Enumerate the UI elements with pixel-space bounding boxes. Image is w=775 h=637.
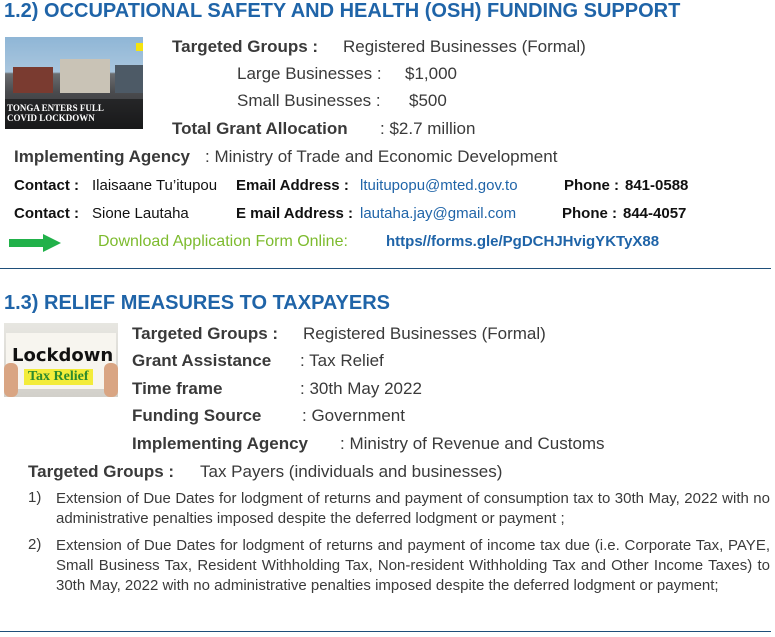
right-arrow-icon (9, 234, 61, 257)
small-businesses-value: $500 (409, 91, 447, 110)
list-item-number: 1) (28, 489, 42, 506)
implementing-agency-label: Implementing Agency (14, 147, 191, 166)
download-form-link[interactable]: https//forms.gle/PgDCHJHvigYKTyX88 (386, 233, 660, 250)
time-frame-value: : 30th May 2022 (300, 379, 422, 398)
contact-label: Contact : (14, 177, 79, 194)
total-grant-value: : $2.7 million (380, 119, 476, 138)
phone-number: 841-0588 (625, 177, 689, 194)
phone-label: Phone : (562, 205, 617, 222)
section-heading-tax-relief: 1.3) RELIEF MEASURES TO TAXPAYERS (4, 292, 391, 314)
taxpayers-targeted-value: Tax Payers (individuals and businesses) (200, 462, 503, 481)
email-link[interactable]: ltuitupopu@mted.gov.to (360, 177, 518, 194)
email-link[interactable]: lautaha.jay@gmail.com (360, 205, 517, 222)
targeted-groups-label: Targeted Groups : (172, 37, 319, 56)
taxpayers-targeted-label: Targeted Groups : (28, 462, 175, 481)
image-word-lockdown: Lockdown (12, 345, 114, 366)
image-word-tax-relief: Tax Relief (24, 369, 93, 385)
time-frame-label: Time frame (132, 379, 223, 398)
list-item-number: 2) (28, 536, 42, 553)
tr-targeted-groups-label: Targeted Groups : (132, 324, 279, 343)
list-item-text: Extension of Due Dates for lodgment of returns and payment of income tax due (i.e. Corporate Tax, PAYE, Small Business Tax, Resident Withholding Tax, Non-resident Withholding Tax and Other Income Taxes) to 30th May, 2022 with no administrative penalties imposed despite the deferred lodgment or payment; (56, 537, 770, 594)
section-heading-osh: 1.2) OCCUPATIONAL SAFETY AND HEALTH (OSH) FUNDING SUPPORT (4, 0, 681, 22)
list-item-text: Extension of Due Dates for lodgment of returns and payment of consumption tax to 30th May, 2022 with no administrative penalties imposed despite the deferred lodgment or payment ; (56, 490, 770, 527)
targeted-groups-value: Registered Businesses (Formal) (343, 37, 586, 56)
image-caption-line-1: TONGA ENTERS FULL (7, 103, 104, 113)
email-label: E mail Address : (236, 205, 353, 222)
small-businesses-label: Small Businesses : (237, 91, 381, 110)
image-caption-line-2: COVID LOCKDOWN (7, 113, 95, 123)
contact-name: Sione Lautaha (92, 205, 189, 222)
contact-name: Ilaisaane Tu’itupou (92, 177, 218, 194)
grant-assistance-label: Grant Assistance (132, 351, 272, 370)
phone-label: Phone : (564, 177, 619, 194)
tr-implementing-agency-value: : Ministry of Revenue and Customs (340, 434, 605, 453)
implementing-agency-value: : Ministry of Trade and Economic Development (205, 147, 558, 166)
phone-number: 844-4057 (623, 205, 687, 222)
section-divider (0, 631, 771, 632)
email-label: Email Address : (236, 177, 349, 194)
tr-targeted-groups-value: Registered Businesses (Formal) (303, 324, 546, 343)
lockdown-news-image (5, 37, 143, 129)
total-grant-label: Total Grant Allocation (172, 119, 348, 138)
contact-label: Contact : (14, 205, 79, 222)
funding-source-value: : Government (302, 406, 405, 425)
download-form-label: Download Application Form Online: (98, 233, 348, 250)
large-businesses-value: $1,000 (405, 64, 457, 83)
lockdown-tax-relief-image (4, 323, 118, 397)
grant-assistance-value: : Tax Relief (300, 351, 384, 370)
tr-implementing-agency-label: Implementing Agency (132, 434, 309, 453)
funding-source-label: Funding Source (132, 406, 262, 425)
section-divider (0, 268, 771, 269)
large-businesses-label: Large Businesses : (237, 64, 382, 83)
